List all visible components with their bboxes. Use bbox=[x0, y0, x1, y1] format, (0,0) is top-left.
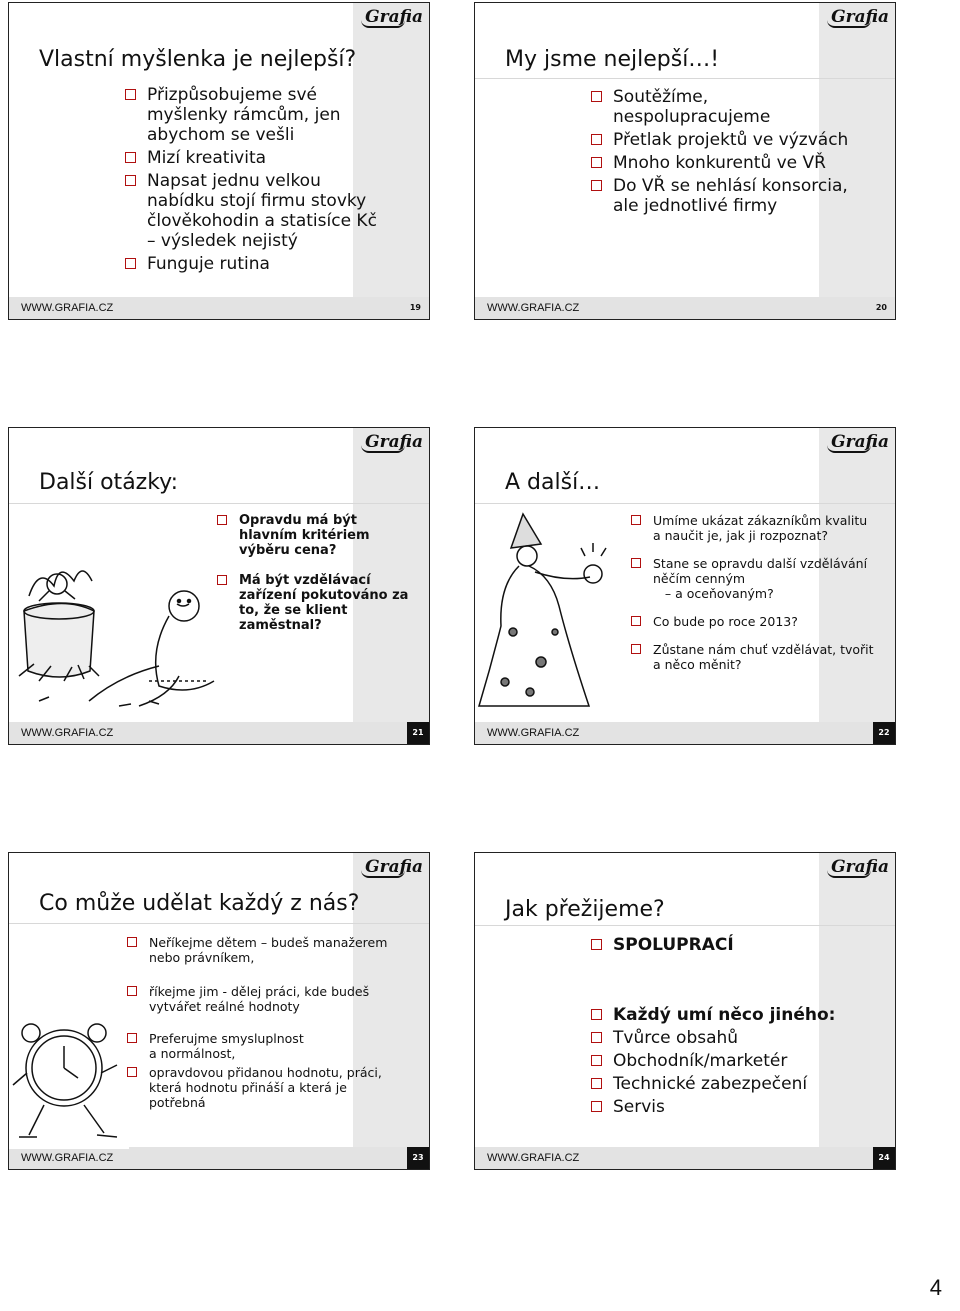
title-divider bbox=[9, 923, 429, 924]
bullet-list bbox=[591, 1005, 891, 1120]
footer-url: WWW.GRAFIA.CZ bbox=[21, 1152, 114, 1164]
list-item: Napsat jednu velkou nabídku stojí firmu stovky člověkohodin a statisíce Kč – výsledek nejistý bbox=[125, 171, 425, 251]
list-item: Soutěžíme, nespolupracujeme bbox=[591, 87, 891, 127]
list-item: Stane se opravdu další vzdělávání něčím cenným – a oceňovaným? bbox=[631, 556, 891, 601]
list-item: Umíme ukázat zákazníkům kvalitu a naučit je, jak ji rozpoznat? bbox=[631, 513, 891, 543]
cannibal-cartoon-image bbox=[9, 516, 221, 716]
slide-footer bbox=[9, 297, 429, 319]
bullet-list bbox=[631, 513, 891, 685]
list-item: Každý umí něco jiného: bbox=[591, 1005, 891, 1025]
slide-title: Další otázky: bbox=[39, 470, 179, 495]
slide-footer bbox=[9, 1147, 429, 1169]
bullet-list bbox=[127, 935, 427, 1123]
checkbox-bullet-icon bbox=[127, 1067, 137, 1077]
bullet-list bbox=[591, 87, 891, 219]
slide-20 bbox=[474, 2, 896, 320]
checkbox-bullet-icon bbox=[125, 152, 136, 163]
footer-url: WWW.GRAFIA.CZ bbox=[487, 302, 580, 314]
checkbox-bullet-icon bbox=[591, 91, 602, 102]
checkbox-bullet-icon bbox=[217, 575, 227, 585]
list-item: Má být vzdělávací zařízení pokutováno za to, že se klient zaměstnal? bbox=[217, 573, 417, 633]
checkbox-bullet-icon bbox=[217, 515, 227, 525]
list-item: říkejme jim - dělej práci, kde budeš vytvářet reálné hodnoty bbox=[127, 984, 427, 1014]
list-item: Tvůrce obsahů bbox=[591, 1028, 891, 1048]
checkbox-bullet-icon bbox=[125, 175, 136, 186]
checkbox-bullet-icon bbox=[591, 180, 602, 191]
checkbox-bullet-icon bbox=[631, 616, 641, 626]
list-item: Funguje rutina bbox=[125, 254, 425, 274]
slide-title: A další… bbox=[505, 470, 601, 495]
checkbox-bullet-icon bbox=[591, 1032, 602, 1043]
list-item: Obchodník/marketér bbox=[591, 1051, 891, 1071]
footer-url: WWW.GRAFIA.CZ bbox=[21, 302, 114, 314]
list-item: SPOLUPRACÍ bbox=[591, 935, 891, 955]
list-item: Neříkejme dětem – budeš manažerem nebo právníkem, bbox=[127, 935, 427, 965]
slide-number: 24 bbox=[873, 1147, 895, 1169]
slide-title: Jak přežijeme? bbox=[505, 897, 665, 922]
grafia-logo: Grafia bbox=[831, 432, 889, 452]
grafia-logo: Grafia bbox=[365, 432, 423, 452]
slide-footer bbox=[475, 1147, 895, 1169]
running-clock-image bbox=[9, 1013, 129, 1149]
bullet-list bbox=[125, 85, 425, 277]
slide-number: 19 bbox=[409, 303, 421, 312]
checkbox-bullet-icon bbox=[591, 134, 602, 145]
slide-23 bbox=[8, 852, 430, 1170]
footer-url: WWW.GRAFIA.CZ bbox=[487, 727, 580, 739]
fortune-teller-image bbox=[475, 512, 625, 712]
list-item: Servis bbox=[591, 1097, 891, 1117]
list-item: Opravdu má být hlavním kritériem výběru cena? bbox=[217, 513, 417, 558]
list-item: Do VŘ se nehlásí konsorcia, ale jednotlivé firmy bbox=[591, 176, 891, 216]
slide-title: Co může udělat každý z nás? bbox=[39, 891, 360, 916]
checkbox-bullet-icon bbox=[127, 937, 137, 947]
list-item: Mizí kreativita bbox=[125, 148, 425, 168]
footer-url: WWW.GRAFIA.CZ bbox=[21, 727, 114, 739]
slide-footer bbox=[475, 297, 895, 319]
slide-title: My jsme nejlepší…! bbox=[505, 47, 720, 72]
slide-number: 22 bbox=[873, 722, 895, 744]
title-divider bbox=[475, 78, 895, 79]
checkbox-bullet-icon bbox=[127, 986, 137, 996]
page-number: 4 bbox=[929, 1275, 942, 1300]
checkbox-bullet-icon bbox=[591, 157, 602, 168]
list-item: Co bude po roce 2013? bbox=[631, 614, 891, 629]
checkbox-bullet-icon bbox=[125, 89, 136, 100]
slide-footer bbox=[9, 722, 429, 744]
slide-24 bbox=[474, 852, 896, 1170]
checkbox-bullet-icon bbox=[591, 1101, 602, 1112]
checkbox-bullet-icon bbox=[631, 644, 641, 654]
grafia-logo: Grafia bbox=[365, 7, 423, 27]
grafia-logo: Grafia bbox=[365, 857, 423, 877]
footer-url: WWW.GRAFIA.CZ bbox=[487, 1152, 580, 1164]
slide-title: Vlastní myšlenka je nejlepší? bbox=[39, 47, 357, 72]
slide-footer bbox=[475, 722, 895, 744]
grafia-logo: Grafia bbox=[831, 7, 889, 27]
list-item: Preferujme smysluplnost a normálnost, bbox=[127, 1031, 427, 1061]
title-divider bbox=[475, 503, 895, 504]
checkbox-bullet-icon bbox=[125, 258, 136, 269]
list-item: Mnoho konkurentů ve VŘ bbox=[591, 153, 891, 173]
list-item: Přizpůsobujeme své myšlenky rámcům, jen abychom se vešli bbox=[125, 85, 425, 145]
grafia-logo: Grafia bbox=[831, 857, 889, 877]
list-item: Přetlak projektů ve výzvách bbox=[591, 130, 891, 150]
checkbox-bullet-icon bbox=[591, 1009, 602, 1020]
slide-number: 23 bbox=[407, 1147, 429, 1169]
title-divider bbox=[9, 503, 429, 504]
slide-19 bbox=[8, 2, 430, 320]
list-item: Technické zabezpečení bbox=[591, 1074, 891, 1094]
checkbox-bullet-icon bbox=[631, 558, 641, 568]
slide-number: 21 bbox=[407, 722, 429, 744]
slide-22 bbox=[474, 427, 896, 745]
list-item: Zůstane nám chuť vzdělávat, tvořit a něco měnit? bbox=[631, 642, 891, 672]
slide-number: 20 bbox=[875, 303, 887, 312]
slide-21 bbox=[8, 427, 430, 745]
list-item: opravdovou přidanou hodnotu, práci, která hodnotu přináší a která je potřebná bbox=[127, 1065, 427, 1110]
title-divider bbox=[475, 925, 895, 926]
checkbox-bullet-icon bbox=[591, 939, 602, 950]
checkbox-bullet-icon bbox=[591, 1078, 602, 1089]
checkbox-bullet-icon bbox=[631, 515, 641, 525]
bullet-list-top bbox=[591, 935, 891, 958]
checkbox-bullet-icon bbox=[127, 1033, 137, 1043]
checkbox-bullet-icon bbox=[591, 1055, 602, 1066]
bullet-list bbox=[217, 513, 417, 648]
